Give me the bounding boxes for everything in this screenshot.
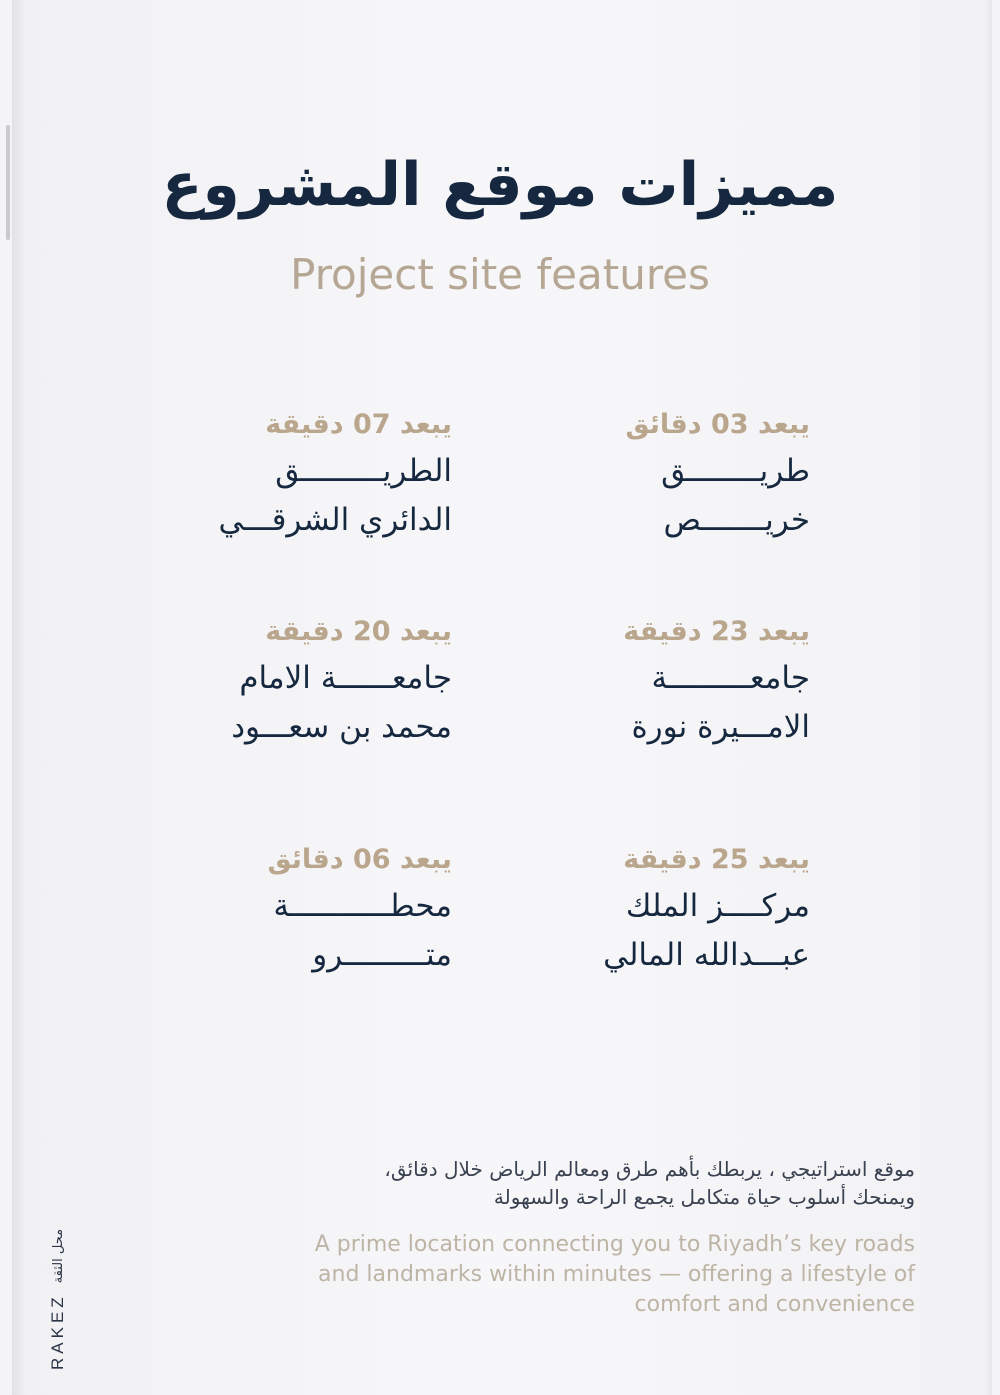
logo-tagline: محل الثقة	[50, 1228, 66, 1284]
feature-name-line1: جامعــــــة الامام	[239, 660, 452, 696]
feature-distance: يبعد 23 دقيقة	[623, 616, 810, 647]
feature-name-line2: خريـــــــص	[663, 502, 810, 538]
feature-metro-station	[152, 840, 452, 978]
description-arabic	[275, 1155, 915, 1211]
feature-name-line2: متـــــــــرو	[312, 937, 452, 973]
feature-distance: يبعد 20 دقيقة	[265, 616, 452, 647]
feature-name-line2: الامـــيرة نورة	[631, 709, 810, 745]
description-english-line3: comfort and convenience	[634, 1292, 915, 1317]
feature-khurais-road	[510, 405, 810, 543]
feature-eastern-ring-road	[152, 405, 452, 543]
description-arabic-line2: ويمنحك أسلوب حياة متكامل يجمع الراحة والسهولة	[493, 1185, 915, 1209]
description-english-line1: A prime location connecting you to Riyadh’s key roads	[314, 1232, 915, 1257]
feature-name-line1: جامعـــــــــة	[651, 660, 810, 696]
description-english-line2: and landmarks within minutes — offering a lifestyle of	[318, 1262, 915, 1287]
feature-name-line1: مركــــز الملك	[625, 888, 810, 924]
feature-kafd	[510, 840, 810, 978]
feature-imam-university	[152, 612, 452, 750]
description-arabic-line1: موقع استراتيجي ، يربطك بأهم طرق ومعالم الرياض خلال دقائق،	[384, 1157, 915, 1181]
feature-name-line1: الطريـــــــــق	[275, 453, 452, 489]
description-english	[275, 1230, 915, 1320]
feature-distance: يبعد 03 دقائق	[625, 409, 810, 440]
feature-name-line1: طريــــــــق	[661, 453, 810, 489]
feature-name-line1: محطـــــــــــة	[273, 888, 452, 924]
feature-name-line2: الدائري الشرقـــي	[218, 502, 452, 538]
feature-princess-nourah-university	[510, 612, 810, 750]
page-title-english: Project site features	[290, 250, 710, 299]
feature-distance: يبعد 25 دقيقة	[623, 844, 810, 875]
feature-name-line2: عبـــدالله المالي	[603, 937, 810, 973]
feature-distance: يبعد 07 دقيقة	[265, 409, 452, 440]
feature-name-line2: محمد بن سعـــود	[231, 709, 452, 745]
rakez-logo	[48, 1229, 68, 1370]
feature-distance: يبعد 06 دقائق	[267, 844, 452, 875]
page-title-arabic: مميزات موقع المشروع	[161, 150, 839, 220]
logo-brand-text: RAKEZ	[48, 1293, 67, 1370]
